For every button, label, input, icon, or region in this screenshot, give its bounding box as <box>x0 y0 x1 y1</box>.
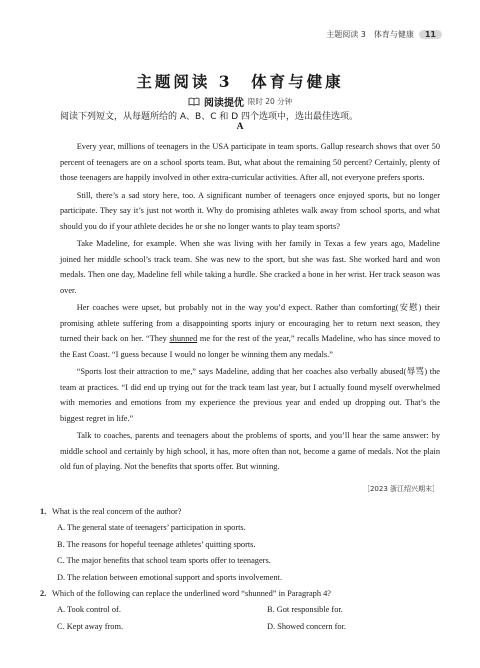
running-head-text: 主题阅读 3 体育与健康 <box>326 30 414 39</box>
question-1 <box>40 504 440 586</box>
section-label: A <box>236 122 244 132</box>
question-stem <box>40 504 440 520</box>
paragraph-1: Every year, millions of teenagers in the USA participate in team sports. Gallup research shows that over 50 percent of teenagers are on a school sports team. But, what about the remaining 50 percent? Certainly, plenty of those teenagers are happily involved in other extra-curricular activities. After all, not everyone prefers sports. <box>60 142 440 182</box>
time-limit: 限时 20 分钟 <box>247 97 293 106</box>
prompt-banner <box>0 94 480 109</box>
paragraph-5: “Sports lost their attraction to me,” says Madeline, adding that her coaches also verbally abused(辱骂) the team at practices. “I did end up trying out for the track team last year, but I actually found myself overwhelmed with memories and emotions from my experience the previous year and ended up dropping out. That’s the biggest regret in life.” <box>60 367 440 423</box>
question-number: 1. <box>40 507 47 516</box>
page-number: 11 <box>419 30 442 39</box>
option-d[interactable]: D. Showed concern for. <box>267 621 347 631</box>
paragraph-3: Take Madeline, for example. When she was living with her family in Texas a few years ago, Madeline joined her middle school’s track team. She was new to the sport, but she was fast. She worked hard and won medals. Then one day, Madeline fell while taking a hurdle. She cracked a bone in her wrist. Her track season was over. <box>60 239 440 295</box>
option-d[interactable]: D. The relation between emotional support and sports involvement. <box>57 572 283 582</box>
questions <box>40 504 440 635</box>
option-a[interactable]: A. Took control of. <box>57 605 121 615</box>
page-title: 主题阅读 3 体育与健康 <box>136 72 344 91</box>
question-text: Which of the following can replace the underlined word “shunned” in Paragraph 4? <box>52 589 331 599</box>
source-note: ［2023 浙江绍兴期末］ <box>362 485 439 493</box>
option-c[interactable]: C. Kept away from. <box>57 621 124 631</box>
paragraph-4-part-1: Her coaches were upset, but probably not in the way you’d expect. Rather than comforting(安慰) their promising athlete suffering from a disappointing sports injury or encouraging her to return next season, they turned their back on her. “They <box>60 303 440 343</box>
option-b[interactable]: B. The reasons for hopeful teenage athletes’ quitting sports. <box>57 539 256 549</box>
underlined-word: shunned <box>169 334 198 343</box>
option-grid <box>40 602 440 635</box>
paragraph-4 <box>60 300 440 362</box>
book-icon <box>188 97 200 106</box>
option-b[interactable]: B. Got responsible for. <box>267 605 343 615</box>
question-stem <box>40 586 440 602</box>
paragraph-6: Talk to coaches, parents and teenagers about the problems of sports, and you’ll hear the same answer: by middle school and certainly by high school, it has, more often than not, become a game of medals. Not the plain old fun of playing. Not the benefits that sports offer. But winning. <box>60 431 440 471</box>
question-2 <box>40 586 440 635</box>
running-head <box>326 29 442 40</box>
option-c[interactable]: C. The major benefits that school team sports offer to teenagers. <box>57 556 271 566</box>
question-number: 2. <box>40 589 47 599</box>
question-text: What is the real concern of the author? <box>52 507 182 516</box>
option-a[interactable]: A. The general state of teenagers’ participation in sports. <box>57 523 246 533</box>
paragraph-2: Still, there’s a sad story here, too. A significant number of teenagers once enjoyed sports, but no longer participate. They say it’s just not worth it. Why do promising athletes walk away from school sports, and what should you do if your athlete decides he or she no longer wants to play team sports? <box>60 190 440 231</box>
passage <box>60 139 440 477</box>
prompt-label: 阅读提优 <box>203 98 244 109</box>
paragraph-4-part-2: me for the rest of the year,” recalls Madeline, who has since moved to the East Coast. “I guess because I would no longer be winning them any medals.” <box>60 334 440 359</box>
instruction-text: 阅读下列短文，从每题所给的 A、B、C 和 D 四个选项中，选出最佳选项。 <box>60 112 358 122</box>
